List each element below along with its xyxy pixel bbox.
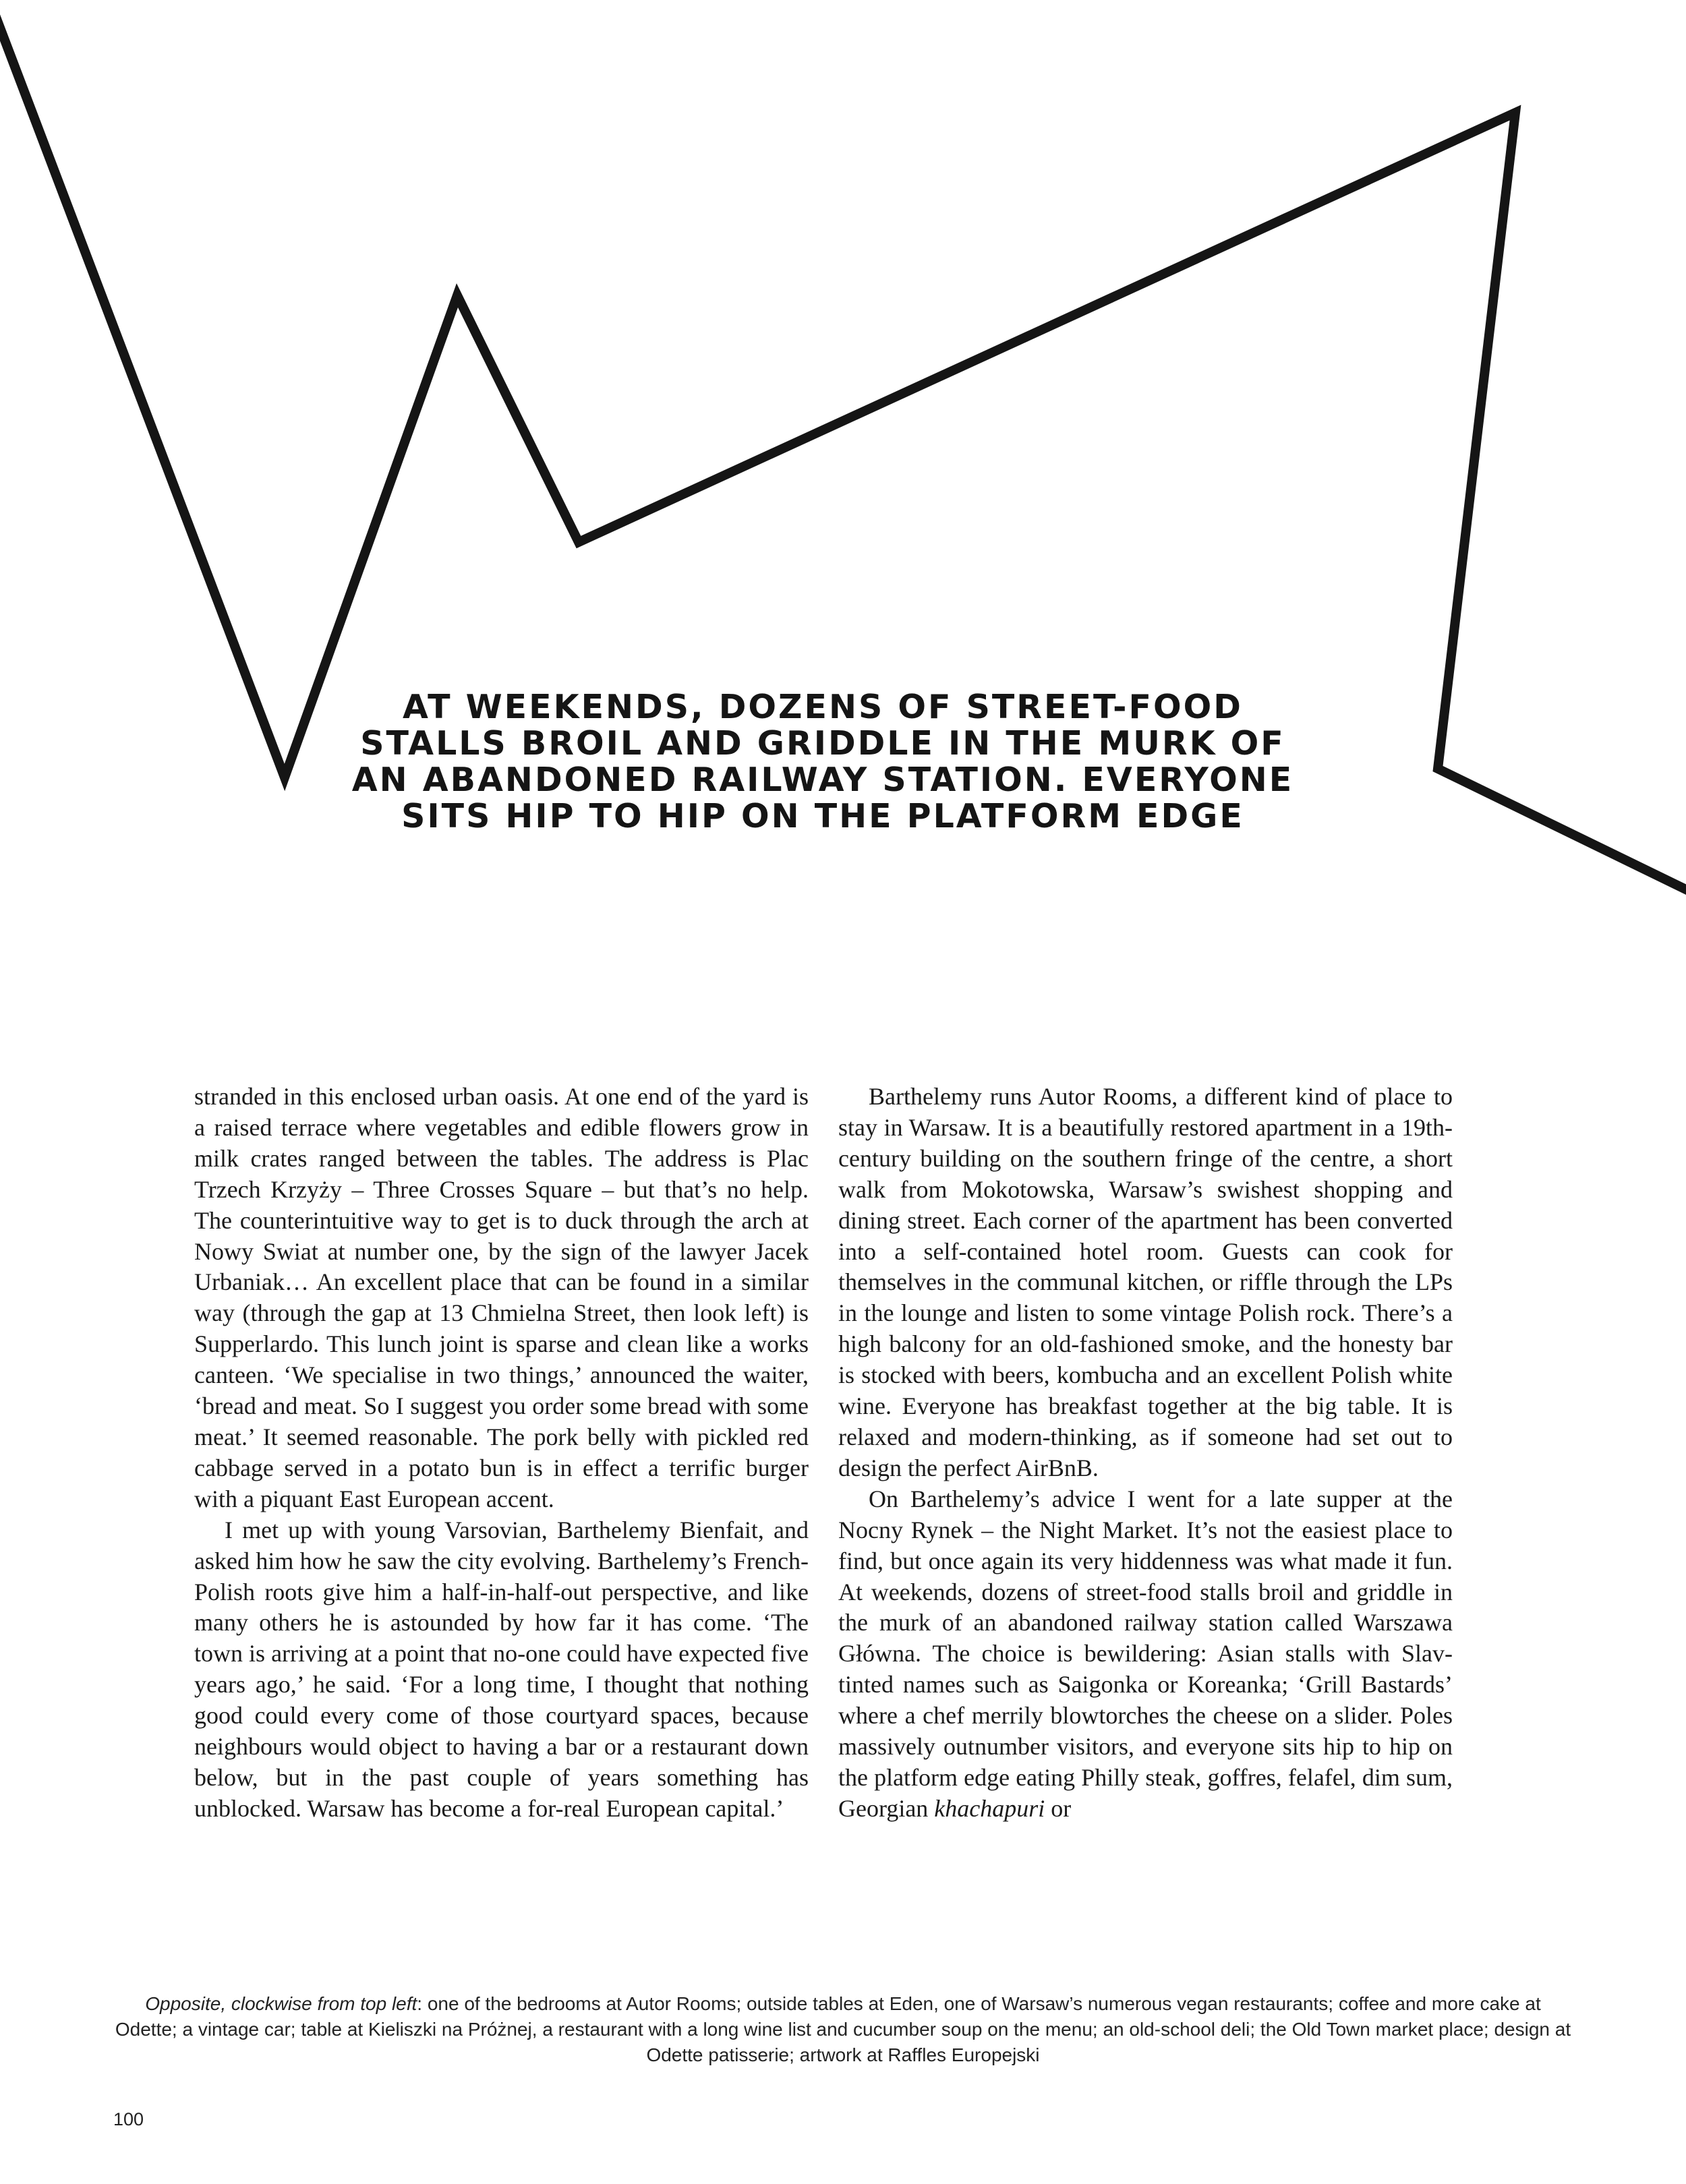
body-paragraph-tail: or: [1045, 1794, 1072, 1822]
italic-term: khachapuri: [934, 1794, 1045, 1822]
body-paragraph: stranded in this enclosed urban oasis. At one end of the yard is a raised terrace where vegetables and edible flowers grow in milk crates ranged between the tables. The address is Plac Trzech Krzyży – Three Crosses Square – but that’s no help. The counterintuitive way to get is to duck through the arch at Nowy Swiat at number one, by the sign of the lawyer Jacek Urbaniak… An excellent place that can be found in a similar way (through the gap at 13 Chmielna Street, then look left) is Supperlardo. This lunch joint is sparse and clean like a works canteen. ‘We specialise in two things,’ announced the waiter, ‘bread and meat. So I suggest you order some bread with some meat.’ It seemed reasonable. The pork belly with pickled red cabbage served in a potato bun is in effect a terrific burger with a piquant East European accent.: [194, 1083, 809, 1512]
photo-caption: [115, 1991, 1571, 2068]
pull-quote-line: AN ABANDONED RAILWAY STATION. EVERYONE: [351, 761, 1294, 799]
pull-quote-line: STALLS BROIL AND GRIDDLE IN THE MURK OF: [360, 724, 1285, 763]
pull-quote: [297, 689, 1349, 835]
pull-quote-line: SITS HIP TO HIP ON THE PLATFORM EDGE: [401, 797, 1244, 835]
body-paragraph-last: [838, 1484, 1453, 1825]
body-paragraph-text: On Barthelemy’s advice I went for a late supper at the Nocny Rynek – the Night Market. It’s not the easiest place to find, but once again its very hiddenness was what made it fun. At weekends, dozens of street-food stalls broil and griddle in the murk of an abandoned railway station called Warszawa Główna. The choice is bewildering: Asian stalls with Slav-tinted names such as Saigonka or Koreanka; ‘Grill Bastards’ where a chef merrily blowtorches the cheese on a slider. Poles massively outnumber visitors, and everyone sits hip to hip on the platform edge eating Philly steak, goffres, felafel, dim sum, Georgian: [838, 1485, 1453, 1822]
pull-quote-line: AT WEEKENDS, DOZENS OF STREET-FOOD: [403, 688, 1243, 726]
body-column-right: [838, 1082, 1453, 1825]
body-column-left: [194, 1082, 809, 1825]
body-paragraph: Barthelemy runs Autor Rooms, a different kind of place to stay in Warsaw. It is a beautifully restored apartment in a 19th-century building on the southern fringe of the centre, a short walk from Mokotowska, Warsaw’s swishest shopping and dining street. Each corner of the apartment has been converted into a self-contained hotel room. Guests can cook for themselves in the communal kitchen, or riffle through the LPs in the lounge and listen to some vintage Polish rock. There’s a high balcony for an old-fashioned smoke, and the honesty bar is stocked with beers, kombucha and an excellent Polish white wine. Everyone has breakfast together at the big table. It is relaxed and modern-thinking, as if someone had set out to design the perfect AirBnB.: [838, 1083, 1453, 1481]
caption-text: : one of the bedrooms at Autor Rooms; outside tables at Eden, one of Warsaw’s numerous vegan restaurants; coffee and more cake at Odette; a vintage car; table at Kieliszki na Próżnej, a restaurant with a long wine list and cucumber soup on the menu; an old-school deli; the Old Town market place; design at Odette patisserie; artwork at Raffles Europejski: [115, 1993, 1571, 2065]
caption-lead: Opposite, clockwise from top left: [145, 1993, 417, 2014]
page-number: 100: [113, 2109, 144, 2129]
body-paragraph: I met up with young Varsovian, Barthelemy Bienfait, and asked him how he saw the city evolving. Barthelemy’s French-Polish roots give him a half-in-half-out perspective, and like many others he is astounded by how far it has come. ‘The town is arriving at a point that no-one could have expected five years ago,’ he said. ‘For a long time, I thought that nothing good could every come of those courtyard spaces, because neighbours would object to having a bar or a restaurant down below, but in the past couple of years something has unblocked. Warsaw has become a for-real European capital.’: [194, 1516, 809, 1822]
